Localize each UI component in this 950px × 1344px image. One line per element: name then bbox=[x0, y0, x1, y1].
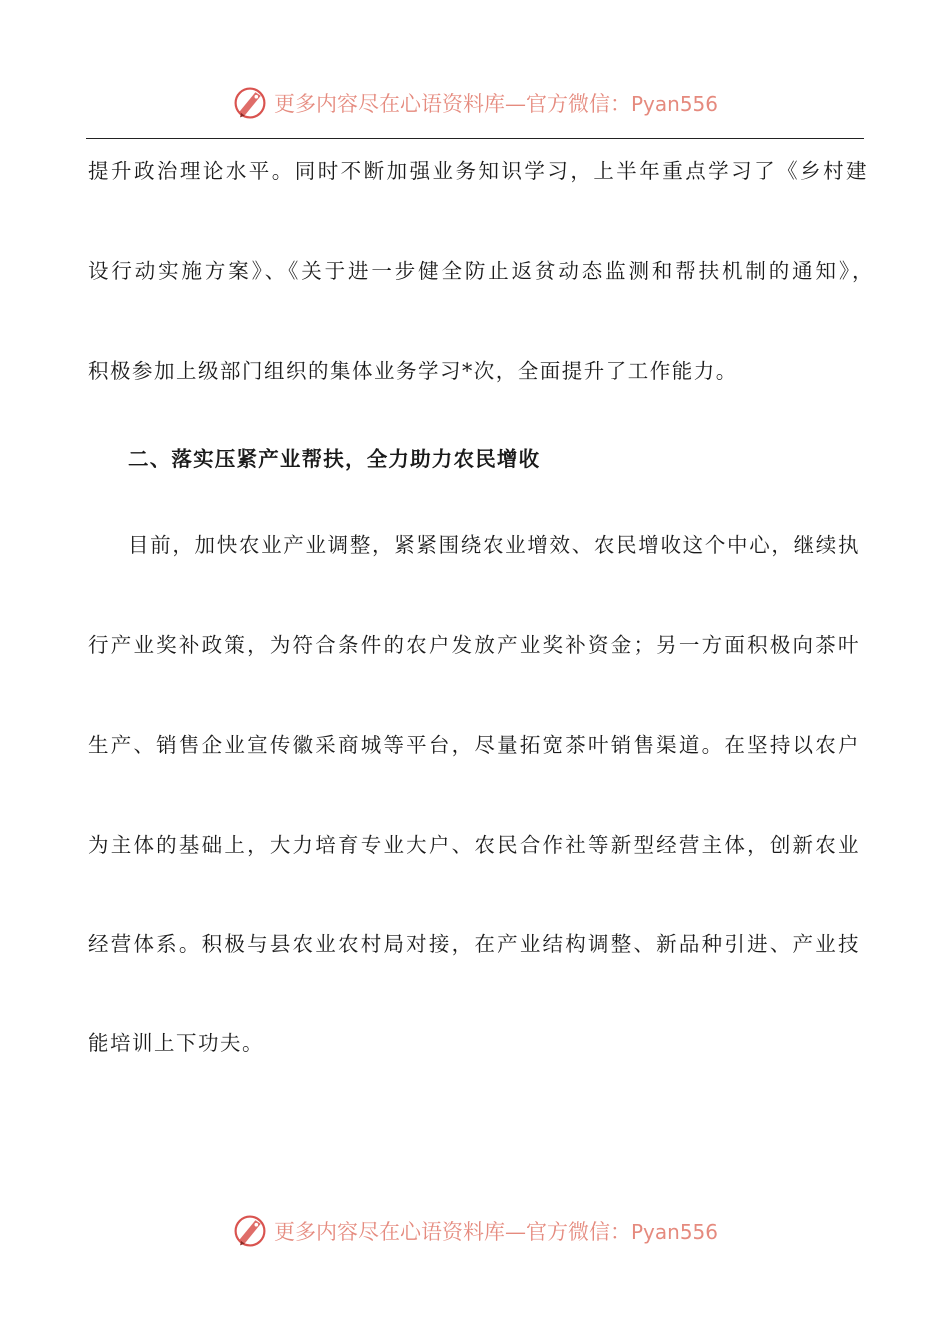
header-divider bbox=[86, 138, 864, 139]
paragraph-line-3: 生产、销售企业宣传徽采商城等平台，尽量拓宽茶叶销售渠道。在坚持以农户 bbox=[88, 733, 860, 757]
paragraph-line-6: 能培训上下功夫。 bbox=[88, 1031, 264, 1055]
body-line-2: 设行动实施方案》、《关于进一步健全防止返贫动态监测和帮扶机制的通知》， bbox=[88, 259, 874, 283]
paragraph-line-4: 为主体的基础上，大力培育专业大户、农民合作社等新型经营主体，创新农业 bbox=[88, 833, 860, 857]
footer-banner bbox=[0, 1209, 950, 1253]
banner-wechat: Pyan556 bbox=[630, 92, 718, 116]
pen-nib-circle-icon bbox=[232, 85, 268, 121]
banner-caption: 更多内容尽在心语资料库—官方微信： bbox=[273, 92, 631, 116]
banner-text bbox=[274, 1216, 718, 1246]
paragraph-line-5: 经营体系。积极与县农业农村局对接，在产业结构调整、新品种引进、产业技 bbox=[88, 932, 860, 956]
banner-wechat: Pyan556 bbox=[630, 1220, 718, 1244]
section-heading: 二、落实压紧产业帮扶，全力助力农民增收 bbox=[128, 447, 541, 471]
paragraph-line-2: 行产业奖补政策，为符合条件的农户发放产业奖补资金；另一方面积极向茶叶 bbox=[88, 633, 860, 657]
body-line-1: 提升政治理论水平。同时不断加强业务知识学习，上半年重点学习了《乡村建 bbox=[88, 159, 868, 183]
header-banner bbox=[0, 81, 950, 125]
pen-nib-circle-icon bbox=[232, 1213, 268, 1249]
banner-text bbox=[274, 88, 718, 118]
paragraph-line-1: 目前，加快农业产业调整，紧紧围绕农业增效、农民增收这个中心，继续执 bbox=[128, 533, 860, 557]
banner-caption: 更多内容尽在心语资料库—官方微信： bbox=[273, 1220, 631, 1244]
body-line-3: 积极参加上级部门组织的集体业务学习*次，全面提升了工作能力。 bbox=[88, 359, 738, 383]
